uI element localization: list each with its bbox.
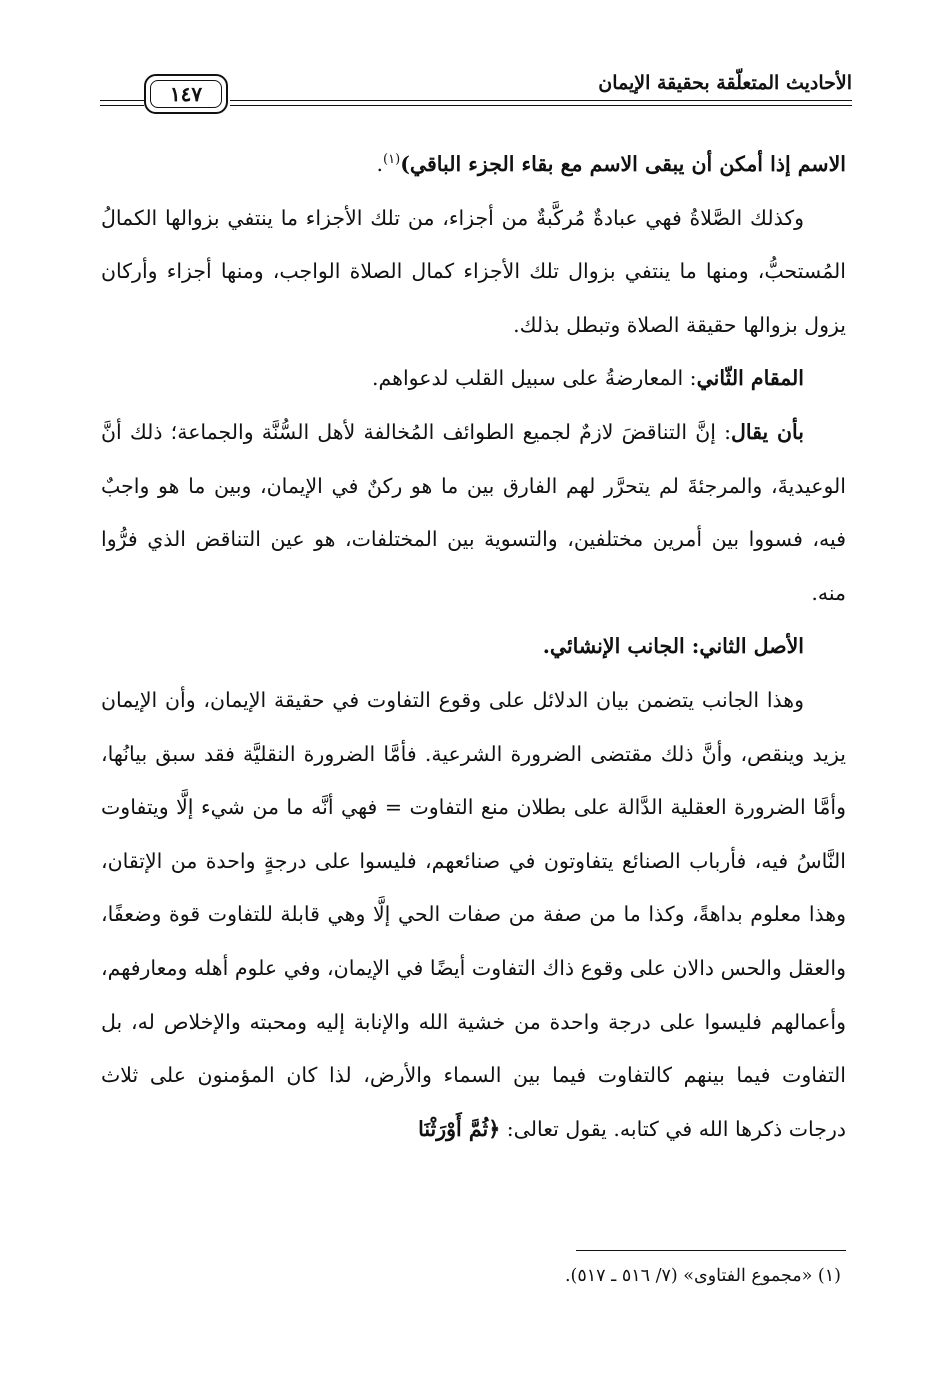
footnote: (١) «مجموع الفتاوى» (٧/ ٥١٦ ـ ٥١٧). [564,1266,841,1286]
header-rule-bottom [230,105,852,106]
header-rule-top [230,100,852,101]
header-rule-left-top [100,100,144,101]
page-header [100,60,852,122]
section-heading: الأصل الثاني: الجانب الإنشائي. [542,634,804,659]
page-number: ١٤٧ [150,80,222,108]
quran-verse-start: ﴿ثُمَّ أَوْرَثْنَا [418,1116,501,1141]
paragraph-6 [101,674,846,1156]
paragraph-6-text: وهذا الجانب يتضمن بيان الدلائل على وقوع التفاوت في حقيقة الإيمان، وأن الإيمان يزيد وينقص، وأنَّ ذلك مقتضى الضرورة الشرعية. فأمَّا الضرورة النقليَّة فقد سبق بيانُها، وأمَّا الضرورة العقلية الدَّالة على بطلان منع التفاوت = فهي أنَّه ما من شيء إلَّا ويتفاوت النَّاسُ فيه، فأرباب الصنائع يتفاوتون في صنائعهم، فليسوا على درجةٍ واحدة من الإتقان، وهذا معلوم بداهةً، وكذا ما من صفة من صفات الحي إلَّا وهي قابلة للتفاوت قوة وضعفًا، والعقل والحس دالان على وقوع ذاك التفاوت أيضًا في الإيمان، وفي علوم أهله ومعارفهم، وأعمالهم فليسوا على درجة واحدة من خشية الله والإنابة إليه ومحبته والإخلاص له، بل التفاوت فيما بينهم كالتفاوت فيما بين السماء والأرض، لذا كان المؤمنون على ثلاث درجات ذكرها الله في كتابه. يقول تعالى: [101,687,846,1141]
paragraph-4 [101,406,846,620]
footnote-ref[interactable]: (١) [383,152,401,168]
paragraph-3-text: : المعارضةُ على سبيل القلب لدعواهم. [371,366,697,391]
paragraph-3-heading: المقام الثّاني [696,366,804,391]
paragraph-4-text: : إنَّ التناقضَ لازمٌ لجميع الطوائف المُخالفة لأهل السُّنَّة والجماعة؛ ذلك أنَّ الوعيديةَ، والمرجئةَ لم يتحرَّر لهم الفارق بين ما هو ركنٌ في الإيمان، وبين ما هو واجبٌ فيه، فسووا بين أمرين مختلفين، والتسوية بين المختلفات، هو عين التناقض الذي فرُّوا منه. [101,419,846,605]
paragraph-1 [101,138,846,192]
paragraph-1-bold: الاسم إذا أمكن أن يبقى الاسم مع بقاء الجزء الباقي) [400,152,846,176]
paragraph-2: وكذلك الصَّلاةُ فهي عبادةٌ مُركَّبةٌ من أجزاء، من تلك الأجزاء ما ينتفي بزوالها الكمالُ المُستحبُّ، ومنها ما ينتفي بزوال تلك الأجزاء كمال الصلاة الواجب، ومنها أجزاء وأركان يزول بزوالها حقيقة الصلاة وتبطل بذلك. [101,205,846,337]
paragraph-4-heading: بأن يقال [731,419,804,444]
page-body [101,138,846,1156]
page-number-frame [144,74,228,114]
running-title: الأحاديث المتعلّقة بحقيقة الإيمان [598,72,852,94]
header-rule-left-bottom [100,105,144,106]
footnote-separator [576,1250,846,1251]
paragraph-1-end: . [376,152,384,176]
paragraph-3 [101,352,846,406]
